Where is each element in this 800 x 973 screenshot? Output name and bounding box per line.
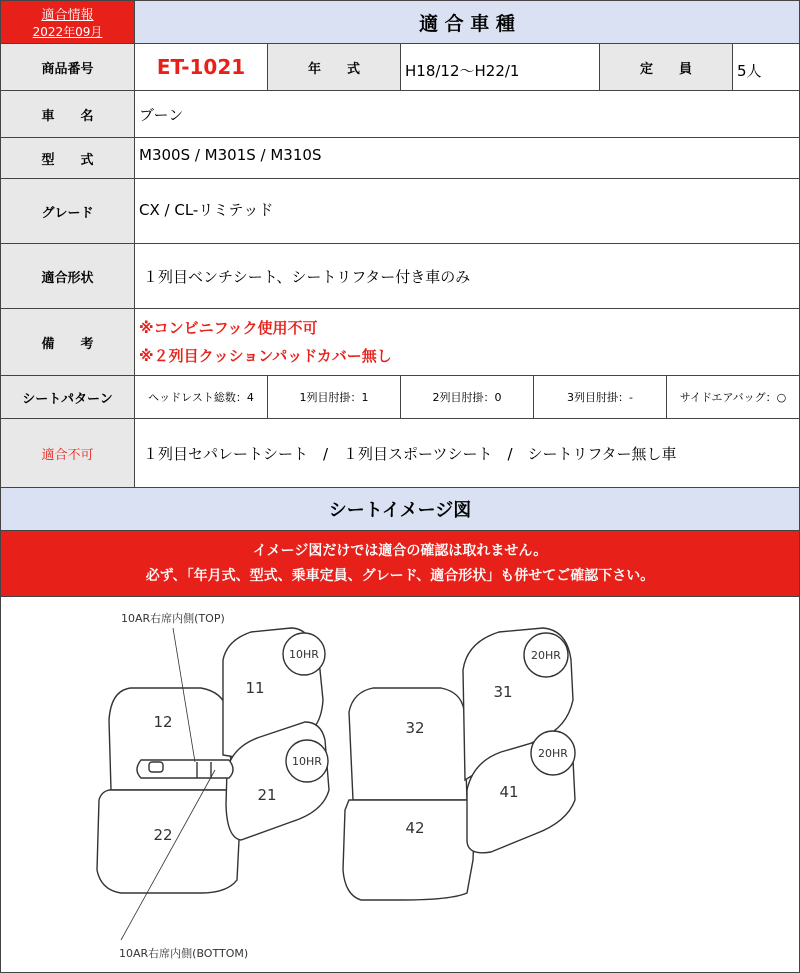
year-value: H18/12〜H22/1	[400, 43, 600, 91]
pattern-row2-arm: 2列目肘掛：0	[400, 375, 534, 419]
seat-42-cushion	[343, 800, 473, 900]
car-name-value: ブーン	[134, 90, 800, 138]
pattern-headrest: ヘッドレスト総数：4	[134, 375, 268, 419]
note-1: ※コンビニフック使用不可	[139, 319, 318, 337]
grade-value: CX / CL-リミテッド	[134, 178, 800, 244]
year-label: 年 式	[267, 43, 401, 91]
hr-label-4: 20HR	[538, 747, 568, 760]
capacity-label: 定 員	[599, 43, 733, 91]
hr-label-3: 20HR	[531, 649, 561, 662]
part-22: 22	[153, 826, 173, 844]
note-2: ※２列目クッションパッドカバー無し	[139, 347, 392, 365]
incompatible-label: 適合不可	[0, 418, 135, 488]
part-32: 32	[405, 719, 425, 737]
pattern-row3-arm: 3列目肘掛：-	[533, 375, 667, 419]
product-no: ET-1021	[134, 43, 268, 91]
pattern-row1-arm: 1列目肘掛：1	[267, 375, 401, 419]
seat-diagram	[0, 596, 800, 973]
car-name-label: 車 名	[0, 90, 135, 138]
part-12: 12	[153, 713, 173, 731]
page-heading: 適 合 車 種	[134, 0, 800, 44]
part-31: 31	[493, 683, 513, 701]
hr-label-1: 10HR	[289, 648, 319, 661]
part-21: 21	[257, 786, 277, 804]
label-bottom: 10AR右席内側(BOTTOM)	[119, 947, 249, 960]
shape-value: １列目ベンチシート、シートリフター付き車のみ	[134, 243, 800, 309]
incompatible-value: １列目セパレートシート / １列目スポーツシート / シートリフター無し車	[134, 418, 800, 488]
info-date: 2022年09月	[32, 25, 103, 39]
image-section-warning	[0, 530, 800, 597]
part-11: 11	[245, 679, 265, 697]
pattern-airbag: サイドエアバッグ：○	[666, 375, 800, 419]
product-no-label: 商品番号	[0, 43, 135, 91]
part-42: 42	[405, 819, 425, 837]
model-label: 型 式	[0, 137, 135, 179]
image-section-title: シートイメージ図	[0, 487, 800, 531]
label-top: 10AR右席内側(TOP)	[121, 612, 225, 625]
seat-32-back	[349, 688, 467, 800]
part-41: 41	[499, 783, 519, 801]
info-badge	[0, 0, 135, 44]
info-title: 適合情報	[41, 8, 94, 23]
shape-label: 適合形状	[0, 243, 135, 309]
capacity-value: 5人	[732, 43, 800, 91]
notes-value	[134, 308, 800, 376]
warning-line-2: 必ず、「年月式、型式、乗車定員、グレード、適合形状」も併せてご確認下さい。	[145, 567, 655, 584]
hr-label-2: 10HR	[292, 755, 322, 768]
warning-line-1: イメージ図だけでは適合の確認は取れません。	[252, 542, 548, 559]
pattern-label: シートパターン	[0, 375, 135, 419]
grade-label: グレード	[0, 178, 135, 244]
model-value: M300S / M301S / M310S	[134, 137, 800, 179]
notes-label: 備 考	[0, 308, 135, 376]
